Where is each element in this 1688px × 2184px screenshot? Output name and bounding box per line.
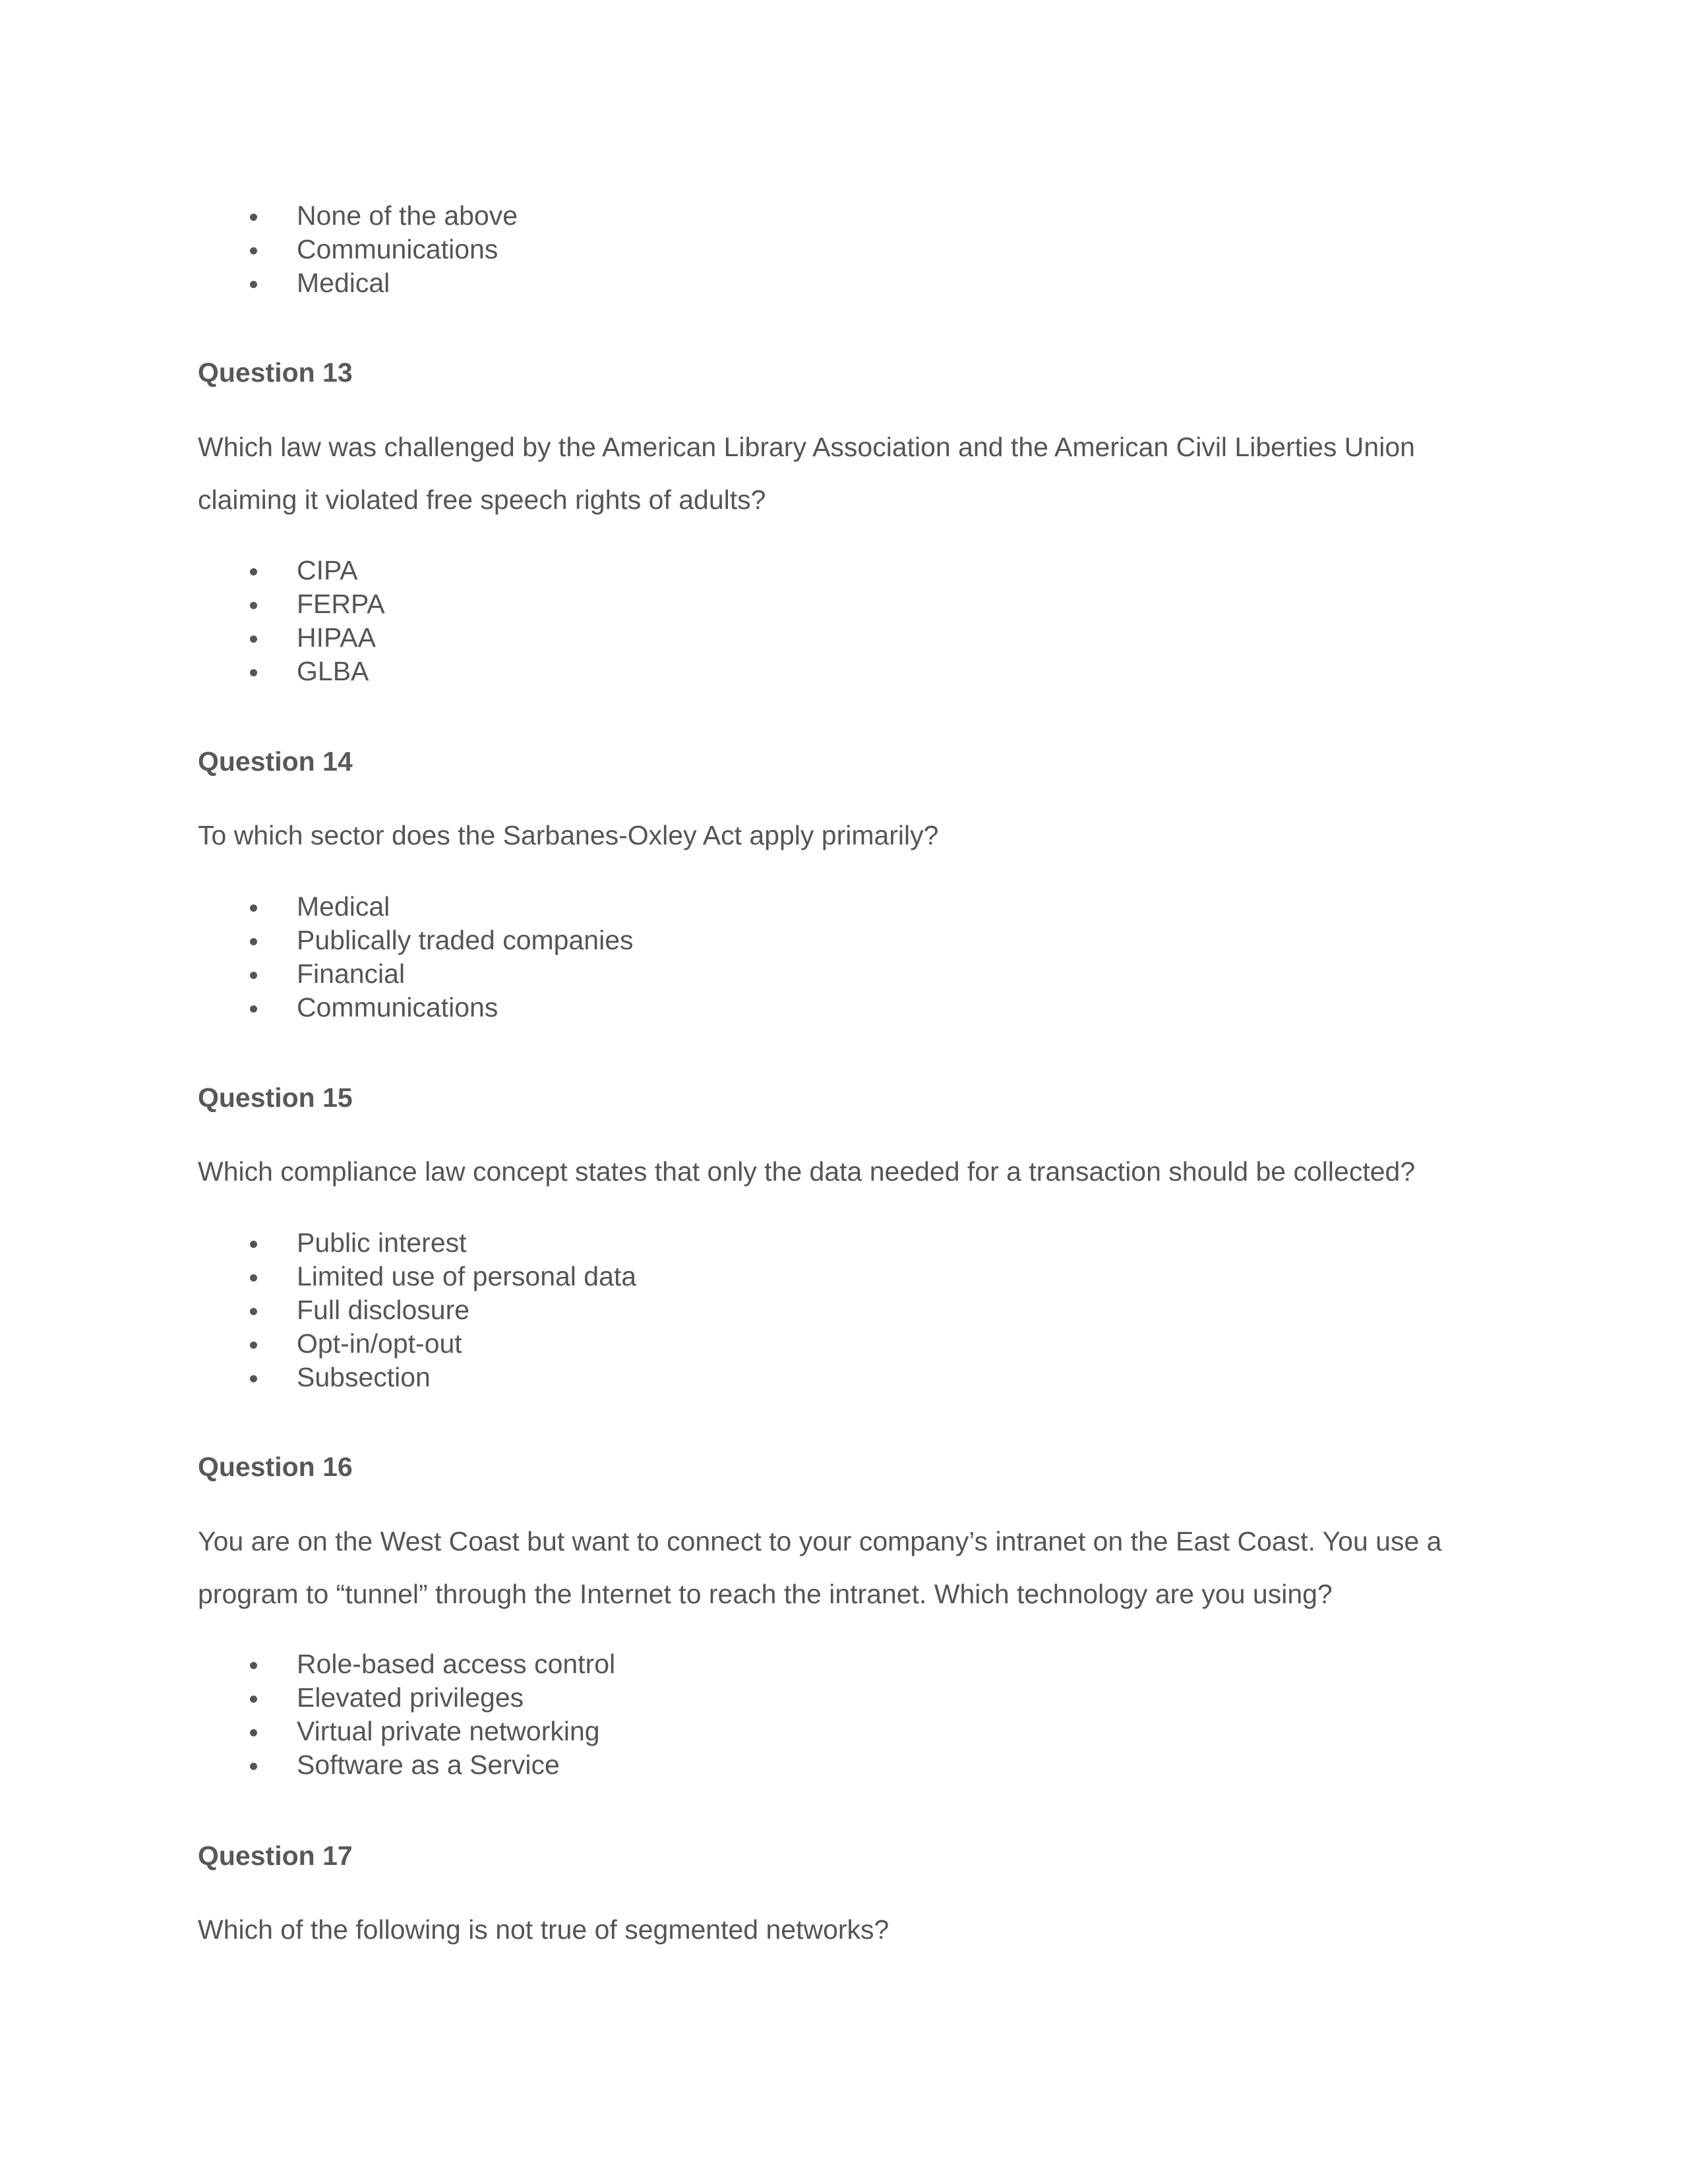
question-text: Which of the following is not true of segmented networks? [198, 1914, 889, 1945]
option-item: Communications [198, 991, 634, 1024]
question-text: To which sector does the Sarbanes-Oxley Act apply primarily? [198, 820, 939, 850]
question-title: Question 15 [198, 1082, 353, 1113]
option-list [198, 199, 518, 300]
question-title: Question 13 [198, 357, 353, 388]
option-item: FERPA [198, 587, 385, 621]
option-item: None of the above [198, 199, 518, 233]
question-text: You are on the West Coast but want to connect to your company’s intranet on the East Coast. You use a program to “tunnel” through the Internet to reach the intranet. Which technology are you using? [198, 1526, 1442, 1609]
option-list [198, 890, 634, 1024]
option-item: Elevated privileges [198, 1681, 615, 1715]
option-item: Medical [198, 890, 634, 924]
question-title: Question 16 [198, 1452, 353, 1482]
option-item: GLBA [198, 655, 385, 688]
option-item: CIPA [198, 554, 385, 587]
question-text: Which compliance law concept states that only the data needed for a transaction should be collected? [198, 1156, 1416, 1187]
question-text: Which law was challenged by the American Library Association and the American Civil Liberties Union claiming it violated free speech rights of adults? [198, 432, 1415, 515]
option-item: Subsection [198, 1361, 636, 1394]
option-item: Financial [198, 957, 634, 991]
question-title: Question 14 [198, 746, 353, 777]
option-item: Limited use of personal data [198, 1260, 636, 1293]
option-item: HIPAA [198, 621, 385, 655]
option-list [198, 1226, 636, 1394]
option-item: Publically traded companies [198, 924, 634, 957]
option-item: Software as a Service [198, 1748, 615, 1782]
option-item: Role-based access control [198, 1647, 615, 1681]
option-item: Virtual private networking [198, 1715, 615, 1748]
option-item: Medical [198, 266, 518, 300]
option-list [198, 1647, 615, 1782]
option-list [198, 554, 385, 688]
option-item: Communications [198, 233, 518, 266]
option-item: Opt-in/opt-out [198, 1327, 636, 1361]
option-item: Full disclosure [198, 1293, 636, 1327]
option-item: Public interest [198, 1226, 636, 1260]
question-title: Question 17 [198, 1841, 353, 1871]
